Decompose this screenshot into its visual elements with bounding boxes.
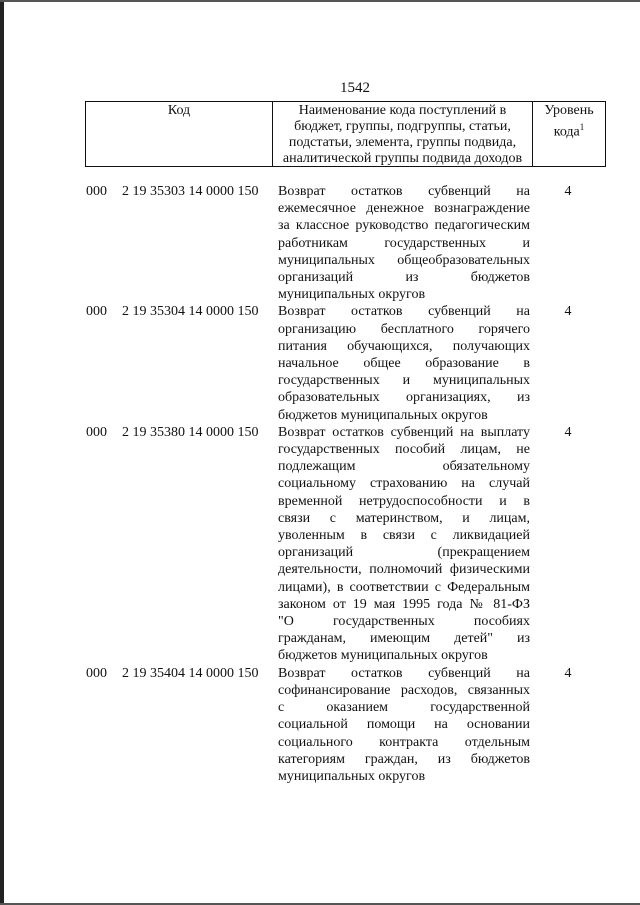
- description-line: лицами), в соответствии с Федеральным: [278, 579, 530, 595]
- description-line: социальной помощи на основании: [278, 717, 530, 733]
- header-name-line: аналитической группы подвида доходов: [282, 151, 523, 166]
- description-line: государственных и муниципальных: [278, 373, 530, 389]
- description-line: категориям граждан, из бюджетов: [278, 751, 530, 767]
- row-description: [278, 665, 530, 785]
- description-line: муниципальных округов: [278, 287, 426, 303]
- table-header: [85, 101, 606, 167]
- description-line: социальному страхованию на случай: [278, 476, 530, 492]
- row-code: 2 19 35304 14 0000 150: [122, 304, 259, 320]
- description-line: временной нетрудоспособности и в: [278, 493, 530, 509]
- description-line: социального контракта отдельным: [278, 734, 530, 750]
- header-name-line: бюджет, группы, подгруппы, статьи,: [294, 119, 511, 134]
- header-name-line: Наименование кода поступлений в: [298, 103, 507, 118]
- header-name-cell: [273, 102, 533, 166]
- description-line: Возврат остатков субвенций на: [278, 665, 530, 681]
- row-level: 4: [564, 665, 572, 681]
- description-line: начальное общее образование в: [278, 356, 530, 372]
- row-prefix: 000: [86, 665, 107, 681]
- description-line: организаций из бюджетов: [278, 270, 530, 286]
- description-line: софинансирование расходов, связанных: [278, 682, 530, 698]
- row-code: 2 19 35380 14 0000 150: [122, 424, 259, 440]
- footnote-marker: 1: [579, 122, 585, 132]
- description-line: Возврат остатков субвенций на выплату: [278, 424, 530, 440]
- row-description: [278, 424, 530, 665]
- description-line: бюджетов муниципальных округов: [278, 648, 488, 664]
- description-line: образовательных организациях, из: [278, 390, 530, 406]
- header-code-label: Код: [167, 103, 191, 118]
- description-line: ежемесячное денежное вознаграждение: [278, 201, 530, 217]
- row-level: 4: [564, 424, 572, 440]
- description-line: питания обучающихся, получающих: [278, 338, 530, 354]
- table-row: [0, 665, 640, 785]
- description-line: деятельности, полномочий физическими: [278, 562, 530, 578]
- scan-border-top: [0, 0, 640, 2]
- table-row: [0, 183, 640, 303]
- description-line: работникам государственных и: [278, 235, 530, 251]
- description-line: с оказанием государственной: [278, 700, 530, 716]
- row-description: [278, 183, 530, 303]
- description-line: "О государственных пособиях: [278, 614, 530, 630]
- row-prefix: 000: [86, 304, 107, 320]
- row-description: [278, 303, 530, 423]
- description-line: связи с материнством, и лицам,: [278, 510, 530, 526]
- description-line: государственных пособий лицам, не: [278, 442, 530, 458]
- description-line: уволенным в связи с ликвидацией: [278, 528, 530, 544]
- description-line: муниципальных общеобразовательных: [278, 252, 530, 268]
- description-line: Возврат остатков субвенций на: [278, 184, 530, 199]
- row-level: 4: [564, 304, 572, 320]
- description-line: организацию бесплатного горячего: [278, 321, 530, 337]
- header-name-line: подстатьи, элемента, группы подвида,: [288, 135, 517, 150]
- description-line: бюджетов муниципальных округов: [278, 407, 488, 423]
- page-number: 1542: [340, 80, 370, 96]
- description-line: гражданам, имеющим детей" из: [278, 631, 530, 647]
- row-level: 4: [564, 184, 572, 199]
- row-code: 2 19 35404 14 0000 150: [122, 665, 259, 681]
- header-code-cell: [86, 102, 273, 166]
- header-level-label-2: кода$^1$: [553, 122, 585, 140]
- header-level-cell: [533, 102, 605, 166]
- row-prefix: 000: [86, 424, 107, 440]
- table-row: [0, 303, 640, 423]
- description-line: за классное руководство педагогическим: [278, 218, 530, 234]
- table-body: [0, 183, 640, 785]
- header-level-label-1: Уровень: [544, 103, 594, 118]
- row-prefix: 000: [86, 184, 107, 199]
- description-line: муниципальных округов: [278, 768, 426, 784]
- description-line: законом от 19 мая 1995 года № 81-ФЗ: [278, 596, 530, 612]
- description-line: организаций (прекращением: [278, 545, 530, 561]
- description-line: подлежащим обязательному: [278, 459, 530, 475]
- table-row: [0, 424, 640, 665]
- row-code: 2 19 35303 14 0000 150: [122, 184, 259, 199]
- description-line: Возврат остатков субвенций на: [278, 304, 530, 320]
